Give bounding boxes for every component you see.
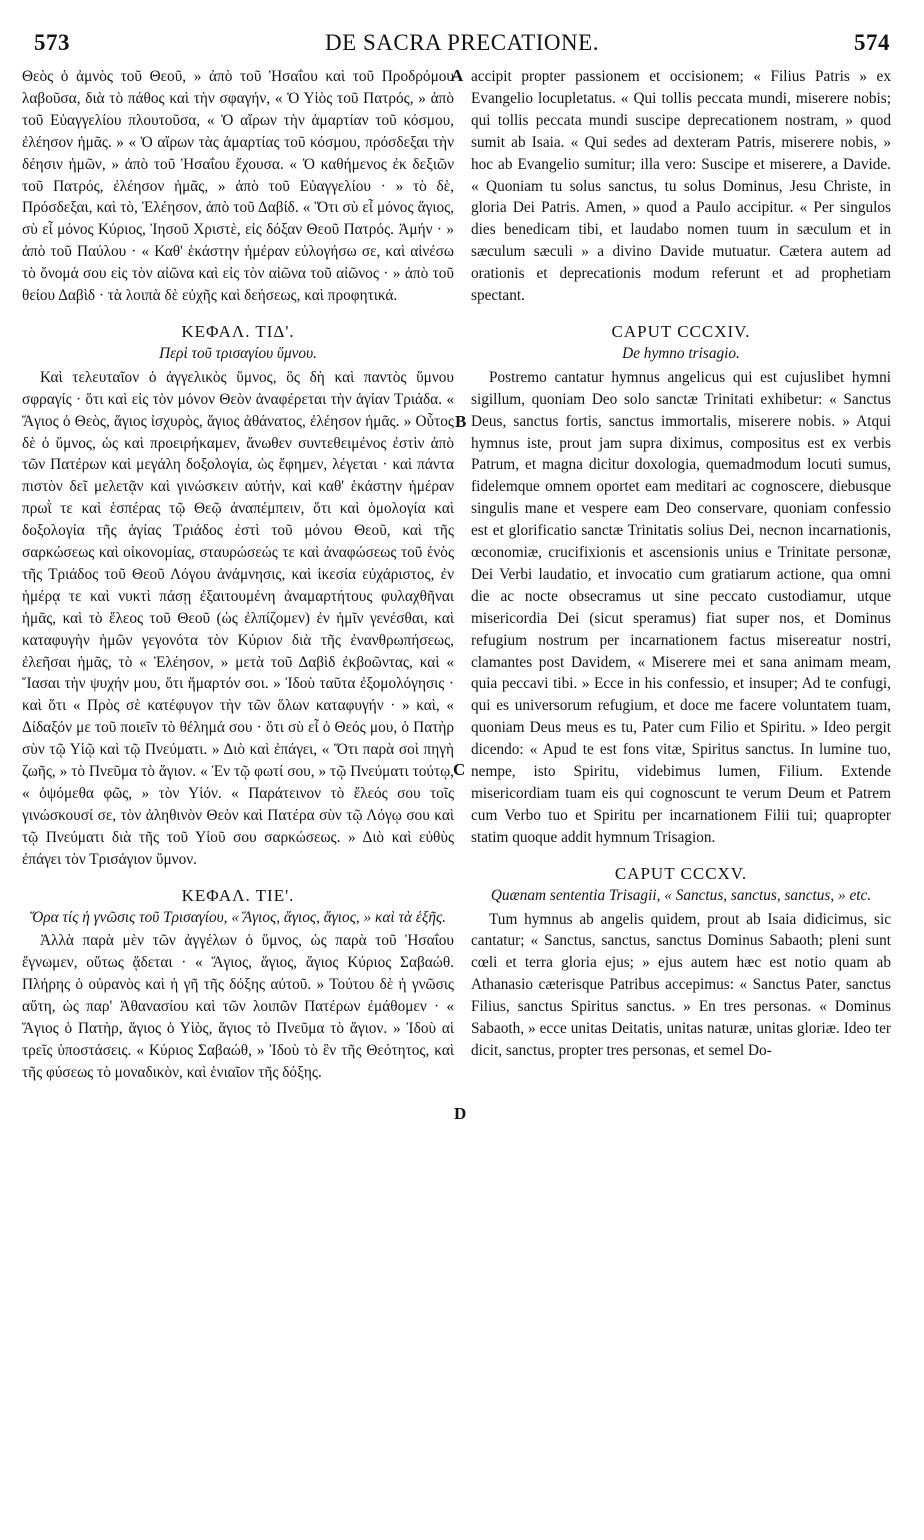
latin-chapter-314-text: Postremo cantatur hymnus angelicus qui est cujuslibet hymni sigillum, quoniam Deo solo sanctæ Trinitati exhibetur: « Sanctus Deus, sanctus fortis, sanctus immortalis, miserere nobis. » Atqui hymnus iste, prout jam supra diximus, compositus est ex verbis Patrum, et magna dicitur doxologia, quemadmodum locuti sumus, fidelemque omnem oportet eam meditari ac cognoscere, diebusque singulis mane et vespere eam Deo conservare, quoniam confessio est et glorificatio sanctæ Trinitatis solius Dei, necnon incarnationis, œconomiæ, crucifixionis et ascensionis unius e Trinitate personæ, Dei Verbi laudatio, et invocatio cum gratiarum actione, qua omni die ac nocte obsecramus ut sine peccato custodiamur, utque misericordia Dei (sicut speramus) fiat super nos, et Dominus refugium nostrum per incarnationem factus misereatur nostri, clamantes post Davidem, « Miserere mei et sana animam meam, quia peccavi tibi. » Ecce in his confessio, et insuper; Ad te confugi, qui es universorum refugium, et doce me facere voluntatem tuam, quoniam Deus meus es tu, Pater cum Filio et Spiritu. » Ideo pergit dicendo: « Apud te est fons vitæ, Spiritus sanctus. In lumine tuo, nempe, isto Spiritu, videbimus lumen, Filium. Extende misericordiam tuam eis qui cognoscunt te verum Deum et Patrem cum Verbo tuo et Spiritu per incarnationem Filii tui; quapropter statim quoque addit hymnum Trisagion. xyxy=(471,368,891,846)
greek-chapter-315-subtitle: Ὅρα τίς ἡ γνῶσις τοῦ Τρισαγίου, « Ἅγιος, ἅγιος, ἅγιος, » καὶ τὰ ἑξῆς. xyxy=(30,908,446,926)
latin-chapter-315-text: Tum hymnus ab angelis quidem, prout ab Isaia didicimus, sic cantatur; « Sanctus, sanctus, sanctus Dominus Sabaoth; pleni sunt cœli et terra gloria ejus; » ejus autem hæc est notio quam ab Athanasio cæterisque Patribus accepimus: « Sanctus Pater, sanctus Filius, sanctus Spiritus sanctus. » En tres personas. « Dominus Sabaoth, » ecce unitas Deitatis, unitas naturæ, unitas gloriæ. Ideo ter dicit, sanctus, propter tres personas, et semel Do- xyxy=(471,910,891,1059)
latin-chapter-315-title: CAPUT CCCXV. xyxy=(614,863,748,883)
margin-letter-a: A xyxy=(451,66,464,85)
greek-column xyxy=(22,66,454,1526)
page-number-left: 573 xyxy=(34,30,70,55)
margin-letter-b: B xyxy=(455,412,467,431)
greek-intro-paragraph: Θεὸς ὁ ἀμνὸς τοῦ Θεοῦ, » ἀπὸ τοῦ Ἡσαΐου καὶ τοῦ Προδρόμου λαβοῦσα, διὰ τὸ πάθος καὶ τὴν σφαγήν, « Ὁ Υἱὸς τοῦ Πατρός, » ἀπὸ τοῦ Εὐαγγελίου πλουτοῦσα, « Ὁ αἴρων τὴν ἁμαρτίαν τοῦ κόσμου, ἐλέησον ἡμᾶς. » « Ὁ αἴρων τὰς ἁμαρτίας τοῦ κόσμου, πρόσδεξαι τὴν δέησιν ἡμῶν, » ἀπὸ τοῦ Ἡσαΐου ἔχουσα. « Ὁ καθήμενος ἐκ δεξιῶν τοῦ Πατρός, ἐλέησον ἡμᾶς, » ἀπὸ τοῦ Εὐαγγελίου · » τὸ δὲ, Πρόσδεξαι, καὶ τὸ, Ἐλέησον, ἀπὸ τοῦ Δαβίδ. « Ὅτι σὺ εἶ μόνος ἅγιος, σὺ εἶ μόνος Κύριος, Ἰησοῦ Χριστὲ, εἰς δόξαν Θεοῦ Πατρός. Ἀμήν · » ἀπὸ τοῦ Παύλου · « Καθ' ἑκάστην ἡμέραν εὐλογήσω σε, καὶ αἰνέσω τὸ ὄνομά σου εἰς τὸν αἰῶνα καὶ εἰς τὸν αἰῶνα τοῦ αἰῶνος · » ἀπὸ τοῦ θείου Δαβὶδ · τὰ λοιπὰ δὲ εὐχῆς καὶ δεήσεως, καὶ προφητικά. xyxy=(22,68,454,305)
greek-chapter-314-text: Καὶ τελευταῖον ὁ ἀγγελικὸς ὕμνος, ὃς δὴ καὶ παντὸς ὕμνου σφραγίς · ὅτι καὶ εἰς τὸν μόνον Θεὸν ἀναφέρεται τὴν ἁγίαν Τριάδα. « Ἅγιος ὁ Θεὸς, ἅγιος ἰσχυρὸς, ἅγιος ἀθάνατος, ἐλέησον ἡμᾶς. » Οὗτος δὲ ὁ ὕμνος, ὡς καὶ προειρήκαμεν, ἄνωθεν συντεθειμένος ἐστὶν ἀπὸ τῶν Πατέρων καὶ μεγάλη δοξολογία, ὡς ἔφημεν, λέγεται · καὶ πάντα πιστὸν δεῖ μελετᾷν καὶ γινώσκειν αὐτήν, καὶ καθ' ἑκάστην ἡμέραν πρωῒ τε καὶ ἑσπέρας τῷ Θεῷ ἀναπέμπειν, ὅτι καὶ ὁμολογία καὶ δοξολογία τῆς ἁγίας Τριάδος ἐστὶ τοῦ μόνου Θεοῦ, καὶ τῆς σαρκώσεως καὶ οἰκονομίας, σταυρώσεώς τε καὶ ἀναφώσεως τοῦ ἑνὸς τῆς Τριάδος τοῦ Θεοῦ Λόγου ἀνάμνησις, καὶ ἱκεσία εὐχάριστος, ἐν ἡμέρᾳ τε καὶ νυκτὶ πάσῃ ἐξαιτουμένη ἀναμαρτήτους φυλαχθῆναι ἡμᾶς, καὶ τὸ ἔλεος τοῦ Θεοῦ (ὡς ἐλπίζομεν) ἐν ἡμῖν γενέσθαι, καὶ καταφυγὴν ἡμῶν γεγονότα τὸν Κύριον διὰ τῆς ἐνανθρωπήσεως, ἐλεῆσαι ἡμᾶς, τὸ « Ἐλέησον, » μετὰ τοῦ Δαβὶδ ἐκβοῶντας, καὶ « Ἴασαι τὴν ψυχήν μου, ὅτι ἥμαρτόν σοι. » Ἰδοὺ ταῦτα ἐξομολόγησις · καὶ ὅτι « Πρὸς σὲ κατέφυγον τὴν τῶν ὅλων καταφυγήν · » καὶ, « Δίδαξόν με τοῦ ποιεῖν τὸ θέλημά σου · ὅτι σὺ εἶ ὁ Θεός μου, ὁ Πατὴρ σὺν τῷ Υἱῷ καὶ τῷ Πνεύματι. » Διὸ καὶ ἐπάγει, « Ὅτι παρὰ σοὶ πηγὴ ζωῆς, » τὸ Πνεῦμα τὸ ἅγιον. « Ἐν τῷ φωτί σου, » τῷ Πνεύματι τούτῳ, « ὀψόμεθα φῶς, » τὸν Υἱόν. « Παράτεινον τὸ ἔλεός σου τοῖς γινώσκουσί σε, τὸν ἀληθινὸν Θεὸν καὶ Πατέρα σὺν τῷ Λόγῳ σου καὶ τῷ Πνεύματι διὰ τῆς τοῦ Υἱοῦ σου σαρκώσεως. » Διὸ καὶ εὐθὺς ἐπάγει τὸν Τρισάγιον ὕμνον. xyxy=(22,368,454,868)
latin-intro-paragraph: accipit propter passionem et occisionem; « Filius Patris » ex Evangelio locupletatus. « Qui tollis peccata mundi, miserere nobis; qui tollis peccata mundi suscipe deprecationem nostram, » quod sumit ab Isaia. « Qui sedes ad dexteram Patris, miserere nobis, » hoc ab Evangelio sumitur; illa vero: Suscipe et miserere, a Davide. « Quoniam tu solus sanctus, tu solus Dominus, Jesu Christe, in gloria Dei Patris. Amen, » quod a Paulo accipitur. « Per singulos dies benedicam tibi, et laudabo nomen tuum in sæculum et in sæculum sæculi » a divino Davide mutuatur. Cætera autem ad orationis et deprecationis modum referunt et ad prophetiam spectant. xyxy=(471,68,891,305)
greek-chapter-314-title: ΚΕΦΑΛ. ΤΙΔ'. xyxy=(181,321,295,341)
latin-chapter-314-subtitle: De hymno trisagio. xyxy=(622,344,740,362)
page-header xyxy=(0,0,924,60)
greek-chapter-315-text: Ἀλλὰ παρὰ μὲν τῶν ἀγγέλων ὁ ὕμνος, ὡς παρὰ τοῦ Ἡσαΐου ἔγνωμεν, οὕτως ᾄδεται · « Ἅγιος, ἅγιος, ἅγιος Κύριος Σαβαώθ. Πλήρης ὁ οὐρανὸς καὶ ἡ γῆ τῆς δόξης αὐτοῦ. » Τούτου δὲ ἡ γνῶσις αὕτη, ὡς παρ' Ἀθανασίου καὶ τῶν λοιπῶν Πατέρων ἐμάθομεν · « Ἅγιος ὁ Πατὴρ, ἅγιος ὁ Υἱὸς, ἅγιος τὸ Πνεῦμα τὸ ἅγιον. » Ἰδοὺ αἱ τρεῖς ὑποστάσεις. « Κύριος Σαβαώθ, » Ἰδοὺ τὸ ἓν τῆς Θεότητος, καὶ τῆς φύσεως τὸ μοναδικὸν, καὶ ἑνιαῖον τῆς δόξης. xyxy=(22,932,454,1081)
latin-column xyxy=(471,66,891,1526)
running-title: DE SACRA PRECATIONE. xyxy=(325,30,599,55)
latin-chapter-314-title: CAPUT CCCXIV. xyxy=(611,321,751,341)
page-number-right: 574 xyxy=(854,30,890,55)
latin-chapter-315-subtitle: Quænam sententia Trisagii, « Sanctus, sanctus, sanctus, » etc. xyxy=(490,886,872,904)
margin-letter-d: D xyxy=(454,1104,467,1123)
greek-chapter-315-title: ΚΕΦΑΛ. ΤΙΕ'. xyxy=(181,885,295,905)
margin-letter-c: C xyxy=(453,760,466,779)
greek-chapter-314-subtitle: Περὶ τοῦ τρισαγίου ὕμνου. xyxy=(159,344,317,362)
